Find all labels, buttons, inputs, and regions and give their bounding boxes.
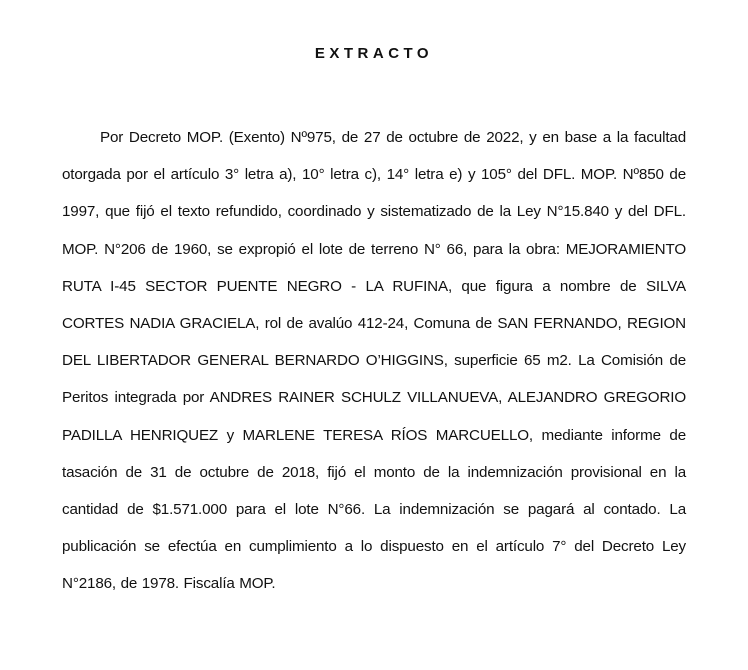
document-paragraph: Por Decreto MOP. (Exento) Nº975, de 27 de octubre de 2022, y en base a la facultad otorgada por el artículo 3° letra a), 10° letra c), 14° letra e) y 105° del DFL. MOP. Nº850 de 1997, que fijó el texto refundido, coordinado y sistematizado de la Ley N°15.840 y del DFL. MOP. N°206 de 1960, se expropió el lote de terreno N° 66, para la obra: MEJORAMIENTO RUTA I-45 SECTOR PUENTE NEGRO - LA RUFINA, que figura a nombre de SILVA CORTES NADIA GRACIELA, rol de avalúo 412-24, Comuna de SAN FERNANDO, REGION DEL LIBERTADOR GENERAL BERNARDO O’HIGGINS, superficie 65 m2. La Comisión de Peritos integrada por ANDRES RAINER SCHULZ VILLANUEVA, ALEJANDRO GREGORIO PADILLA HENRIQUEZ y MARLENE TERESA RÍOS MARCUELLO, mediante informe de tasación de 31 de octubre de 2018, fijó el monto de la indemnización provisional en la cantidad de $1.571.000 para el lote N°66. La indemnización se pagará al contado. La publicación se efectúa en cumplimiento a lo dispuesto en el artículo 7° del Decreto Ley N°2186, de 1978. Fiscalía MOP. (62, 129, 686, 593)
document-title: EXTRACTO (314, 45, 434, 62)
